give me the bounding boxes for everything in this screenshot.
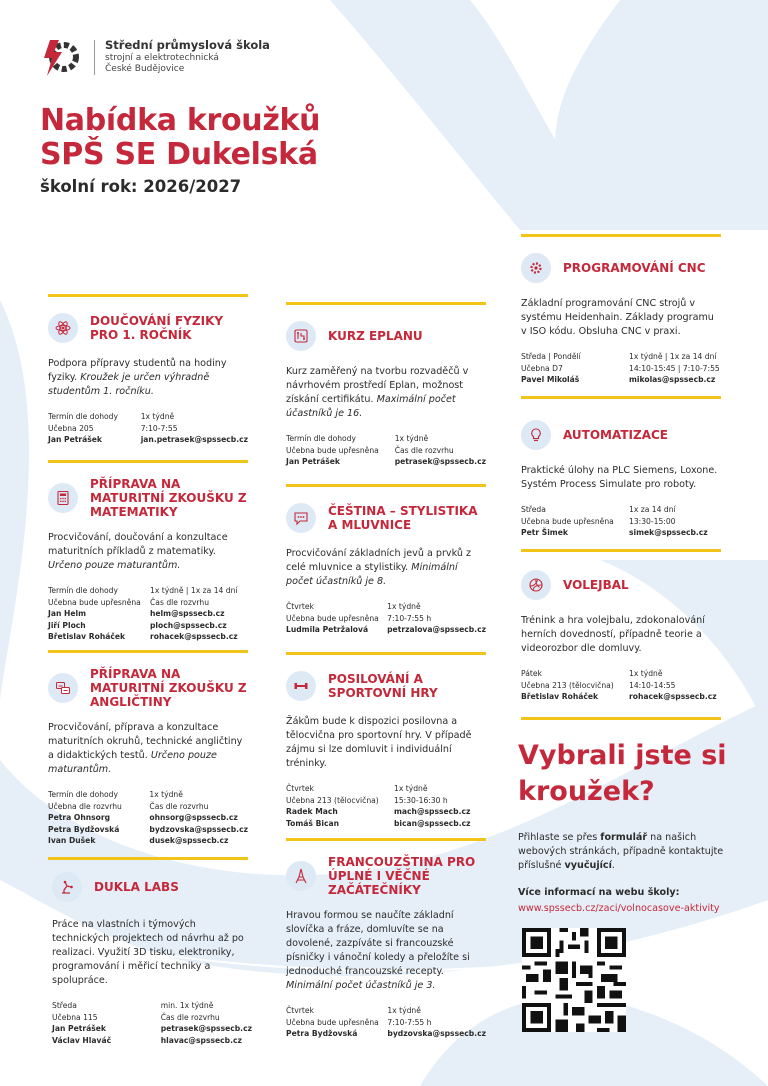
card-title: PŘÍPRAVA NA MATURITNÍ ZKOUŠKU Z ANGLIČTINY: [90, 667, 247, 709]
translate-icon: [48, 673, 78, 703]
school-name-line2: strojní a elektrotechnická: [105, 52, 219, 63]
card-eplan: [286, 302, 486, 468]
email-link[interactable]: jan.petrasek@spssecb.cz: [140, 435, 248, 444]
card-info: Středa Učebna 115 Jan Petrášek Václav Hlaváč min. 1x týdně Čas dle rozvrhu petrasek@spssecb.cz hlavac@spssecb.cz: [52, 1001, 252, 1045]
card-description: Práce na vlastních i týmových technických projektech od návrhu až po realizaci. Využití 3D tisku, elektroniky, programování i měřicí techniky a spolupráce.: [52, 919, 244, 986]
page-title: [40, 104, 320, 172]
card-description: Základní programování CNC strojů v systému Heidenhain. Základy programu v ISO kódu. Obsluha CNC v praxi.: [521, 298, 714, 337]
card-description: Praktické úlohy na PLC Siemens, Loxone. Systém Process Simulate pro roboty.: [521, 465, 718, 490]
cta-heading-line-2: kroužek?: [518, 776, 655, 807]
eiffel-tower-icon: [286, 861, 316, 891]
card-info: Termín dle dohody Učebna bude upřesněna Jan Helm Jiří Ploch Břetislav Roháček 1x týdně | 1x za 14 dní Čas dle rozvrhu helm@spssecb.cz ploch@spssecb.cz rohacek@spssecb.cz: [48, 586, 238, 641]
cta-text: Přihlaste se přes formulář na našich webových stránkách, případně kontaktujte příslušné vyučující.: [518, 832, 724, 871]
card-description: Procvičování, příprava a konzultace maturitních okruhů, technické angličtiny a didaktických testů. Určeno pouze maturantům.: [48, 722, 243, 775]
card-info: Čtvrtek Učebna bude upřesněna Petra Bydžovská 1x týdně 7:10-7:55 h bydzovska@spssecb.cz: [286, 1006, 486, 1038]
card-matematika: [48, 460, 248, 643]
card-posilovani: [286, 652, 486, 829]
lightbulb-icon: [521, 420, 551, 450]
card-dukla-labs: [52, 870, 252, 1046]
card-title: DUKLA LABS: [94, 880, 179, 894]
card-info: Čtvrtek Učebna bude upřesněna Ludmila Petržalová 1x týdně 7:10-7:55 h petrzalova@spssecb.cz: [286, 602, 486, 634]
card-info: Čtvrtek Učebna 213 (tělocvična) Radek Mach Tomáš Bican 1x týdně 15:30-16:30 h mach@spssecb.cz bican@spssecb.cz: [286, 784, 471, 828]
card-cestina: [286, 484, 486, 636]
card-title: PROGRAMOVÁNÍ CNC: [563, 261, 706, 275]
email-link[interactable]: rohacek@spssecb.cz: [150, 632, 238, 641]
card-title: DOUČOVÁNÍ FYZIKY PRO 1. ROČNÍK: [90, 314, 224, 342]
cnc-gear-icon: [521, 253, 551, 283]
card-title: POSILOVÁNÍ A SPORTOVNÍ HRY: [328, 672, 438, 700]
email-link[interactable]: simek@spssecb.cz: [629, 528, 708, 537]
card-description: Trénink a hra volejbalu, zdokonalování herních dovedností, případně teorie a videorozbor dle domluvy.: [521, 615, 705, 654]
card-automatizace: [521, 418, 721, 552]
card-fyzika: [48, 294, 248, 446]
card-description: Žákům bude k dispozici posilovna a tělocvična pro sportovní hry. V případě zájmu si lze domluvit i individuální tréninky.: [286, 716, 472, 769]
email-link[interactable]: helm@spssecb.cz: [150, 609, 225, 618]
card-description: Hravou formou se naučíte základní slovíčka a fráze, domluvíte se na dovolené, zazpíváte si francouzské písničky i vánoční koledy a přeložíte si jednoduché francouzské recepty. Minimální počet účastníků je 3.: [286, 910, 470, 991]
volleyball-icon: [521, 570, 551, 600]
school-name: Střední průmyslová škola: [105, 37, 270, 52]
school-name-line3: České Budějovice: [105, 63, 185, 74]
email-link[interactable]: petrasek@spssecb.cz: [160, 1024, 252, 1033]
card-info: Termín dle dohody Učebna dle rozvrhu Petra Ohnsorg Petra Bydžovská Ivan Dušek 1x týdně Čas dle rozvrhu ohnsorg@spssecb.cz bydzovska@spssecb.cz dusek@spssecb.cz: [48, 790, 248, 845]
card-title: ČEŠTINA – STYLISTIKA A MLUVNICE: [328, 504, 478, 532]
card-description: Procvičování, doučování a konzultace maturitních příkladů z matematiky. Určeno pouze maturantům.: [48, 532, 228, 571]
card-description: Kurz zaměřený na tvorbu rozvaděčů v návrhovém prostředí Eplan, možnost získání certifikátu. Maximální počet účastníků je 16.: [286, 366, 469, 419]
card-title: PŘÍPRAVA NA MATURITNÍ ZKOUŠKU Z MATEMATIKY: [90, 477, 247, 519]
email-link[interactable]: dusek@spssecb.cz: [149, 836, 229, 845]
gear-lightning-icon: [40, 36, 82, 78]
email-link[interactable]: ohnsorg@spssecb.cz: [149, 813, 238, 822]
card-volejbal: [521, 568, 721, 720]
robot-arm-icon: [52, 872, 82, 902]
circuit-icon: [286, 321, 316, 351]
atom-icon: [48, 313, 78, 343]
card-anglictina: [48, 650, 248, 860]
card-cnc: [521, 234, 721, 399]
title-line-2: SPŠ SE Dukelská: [40, 137, 318, 172]
more-info-label: Více informací na webu školy:: [518, 887, 680, 898]
card-title: FRANCOUZŠTINA PRO ÚPLNÉ I VĚČNÉ ZAČÁTEČNÍKY: [328, 855, 476, 897]
cta-heading: [518, 738, 727, 810]
email-link[interactable]: ploch@spssecb.cz: [150, 620, 227, 630]
email-link[interactable]: bydzovska@spssecb.cz: [387, 1029, 486, 1038]
website-link[interactable]: www.spssecb.cz/zaci/volnocasove-aktivity: [518, 903, 720, 914]
email-link[interactable]: petrzalova@spssecb.cz: [387, 625, 486, 634]
card-title: AUTOMATIZACE: [563, 428, 668, 442]
cta-heading-line-1: Vybrali jste si: [518, 740, 727, 771]
card-info: Pátek Učebna 213 (tělocvična) Břetislav Roháček 1x týdně 14:10-14:55 rohacek@spssecb.cz: [521, 669, 717, 701]
email-link[interactable]: petrasek@spssecb.cz: [394, 457, 486, 466]
card-title: KURZ EPLANU: [328, 329, 423, 343]
card-info: Termín dle dohody Učebna bude upřesněna Jan Petrášek 1x týdně Čas dle rozvrhu petrasek@spssecb.cz: [286, 434, 486, 466]
email-link[interactable]: bydzovska@spssecb.cz: [149, 824, 248, 834]
email-link[interactable]: mach@spssecb.cz: [394, 807, 471, 816]
school-logo: [40, 36, 270, 78]
card-description: Procvičování základních jevů a prvků z celé mluvnice a stylistiky. Minimální počet účastníků je 8.: [286, 548, 472, 587]
dumbbell-icon: [286, 671, 316, 701]
card-info: Středa | Pondělí Učebna D7 Pavel Mikoláš 1x týdně | 1x za 14 dní 14:10-15:45 | 7:10-7:55 mikolas@spssecb.cz: [521, 352, 720, 384]
email-link[interactable]: rohacek@spssecb.cz: [629, 692, 717, 701]
card-title: VOLEJBAL: [563, 578, 629, 592]
speech-bubble-icon: [286, 503, 316, 533]
email-link[interactable]: bican@spssecb.cz: [394, 818, 471, 828]
email-link[interactable]: mikolas@spssecb.cz: [629, 375, 716, 384]
title-line-1: Nabídka kroužků: [40, 103, 321, 138]
page-subtitle: školní rok: 2026/2027: [40, 177, 242, 196]
card-info: Středa Učebna bude upřesněna Petr Šimek 1x za 14 dní 13:30-15:00 simek@spssecb.cz: [521, 505, 708, 537]
card-description: Podpora přípravy studentů na hodiny fyziky. Kroužek je určen výhradně studentům 1. ročníku.: [48, 358, 227, 397]
card-francouzstina: [286, 838, 486, 1040]
email-link[interactable]: hlavac@spssecb.cz: [160, 1035, 242, 1045]
card-info: Termín dle dohody Učebna 205 Jan Petrášek 1x týdně 7:10-7:55 jan.petrasek@spssecb.cz: [48, 412, 248, 444]
qr-code[interactable]: [522, 928, 626, 1032]
calculator-icon: [48, 483, 78, 513]
